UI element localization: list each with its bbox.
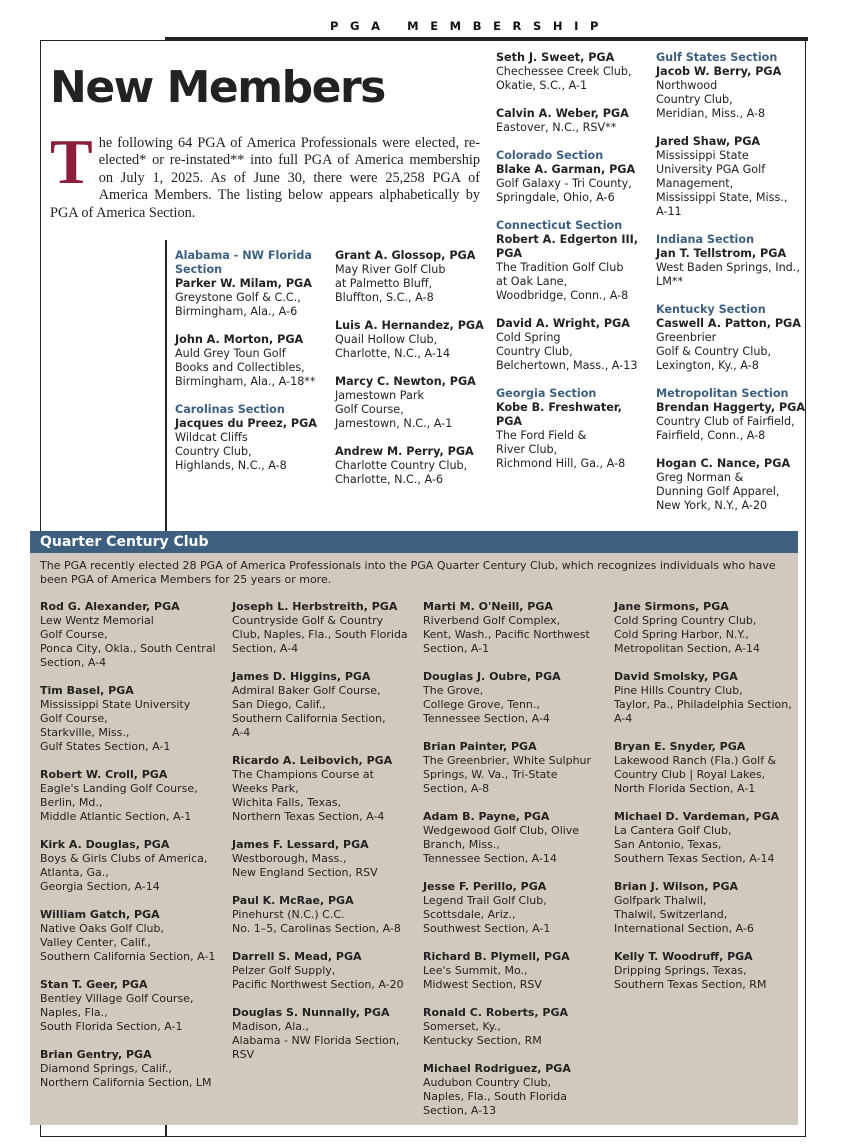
qcc-member-entry	[423, 1006, 609, 1048]
qcc-member-name: Paul K. McRae, PGA	[232, 894, 354, 907]
member-detail: Mississippi State, Miss.,	[656, 191, 788, 204]
qcc-member-detail: Gulf States Section, A-1	[40, 740, 171, 753]
qcc-intro: The PGA recently elected 28 PGA of America Professionals into the PGA Quarter Century Club, which recognizes individuals who have been PGA of America Members for 25 years or more.	[40, 559, 776, 586]
qcc-member-entry	[40, 908, 226, 964]
member-entry	[656, 135, 806, 219]
qcc-member-detail: South Florida Section, A-1	[40, 1020, 183, 1033]
qcc-column-4	[614, 600, 800, 1006]
member-entry	[656, 317, 806, 373]
new-members-column-3	[496, 51, 651, 485]
qcc-member-entry	[423, 880, 609, 936]
qcc-member-detail: A-4	[614, 712, 633, 725]
new-members-column-2	[335, 249, 485, 501]
qcc-member-detail: Kent, Wash., Pacific Northwest	[423, 628, 590, 641]
qcc-member-detail: Alabama - NW Florida Section,	[232, 1034, 400, 1047]
qcc-member-detail: Southern California Section, A-1	[40, 950, 216, 963]
qcc-member-name: Michael D. Vardeman, PGA	[614, 810, 780, 823]
section-heading: Metropolitan Section	[656, 387, 789, 400]
qcc-member-entry	[423, 670, 609, 726]
section-heading: Georgia Section	[496, 387, 597, 400]
member-detail: Jamestown Park	[335, 389, 424, 402]
qcc-member-detail: Mississippi State University	[40, 698, 191, 711]
section-heading: Gulf States Section	[656, 51, 778, 64]
qcc-member-name: Brian J. Wilson, PGA	[614, 880, 738, 893]
qcc-member-entry	[40, 684, 226, 754]
member-detail: Management,	[656, 177, 734, 190]
qcc-member-name: Kirk A. Douglas, PGA	[40, 838, 170, 851]
qcc-member-detail: International Section, A-6	[614, 922, 754, 935]
member-entry	[496, 317, 651, 373]
member-detail: Birmingham, Ala., A-18**	[175, 375, 316, 388]
qcc-member-detail: Admiral Baker Golf Course,	[232, 684, 381, 697]
qcc-member-detail: Lew Wentz Memorial	[40, 614, 154, 627]
qcc-member-name: Bryan E. Snyder, PGA	[614, 740, 746, 753]
member-detail: Highlands, N.C., A-8	[175, 459, 287, 472]
member-name: Caswell A. Patton, PGA	[656, 317, 801, 330]
member-entry	[656, 457, 806, 513]
qcc-member-detail: Pinehurst (N.C.) C.C.	[232, 908, 345, 921]
section-heading: Indiana Section	[656, 233, 755, 246]
qcc-member-name: Ronald C. Roberts, PGA	[423, 1006, 569, 1019]
qcc-member-detail: Naples, Fla., South Florida	[423, 1090, 567, 1103]
qcc-member-detail: Kentucky Section, RM	[423, 1034, 542, 1047]
member-detail: LM**	[656, 275, 684, 288]
qcc-member-detail: Southern California Section,	[232, 712, 386, 725]
qcc-member-name: Robert W. Croll, PGA	[40, 768, 168, 781]
qcc-member-entry	[614, 600, 800, 656]
member-detail: Dunning Golf Apparel,	[656, 485, 780, 498]
member-detail: Quail Hollow Club,	[335, 333, 438, 346]
qcc-member-name: David Smolsky, PGA	[614, 670, 738, 683]
qcc-member-detail: Cold Spring Harbor, N.Y.,	[614, 628, 749, 641]
member-detail: Okatie, S.C., A-1	[496, 79, 588, 92]
qcc-member-detail: Taylor, Pa., Philadelphia Section,	[614, 698, 792, 711]
member-name: Calvin A. Weber, PGA	[496, 107, 629, 120]
member-detail: Meridian, Miss., A-8	[656, 107, 766, 120]
qcc-member-detail: Pine Hills Country Club,	[614, 684, 743, 697]
qcc-member-detail: Wichita Falls, Texas,	[232, 796, 342, 809]
qcc-member-name: Tim Basel, PGA	[40, 684, 134, 697]
member-entry	[656, 401, 806, 443]
qcc-member-entry	[232, 950, 418, 992]
qcc-member-name: Brian Painter, PGA	[423, 740, 537, 753]
qcc-member-name: Marti M. O'Neill, PGA	[423, 600, 553, 613]
qcc-member-detail: Section, A-8	[423, 782, 490, 795]
qcc-member-name: Richard B. Plymell, PGA	[423, 950, 570, 963]
qcc-member-detail: Thalwil, Switzerland,	[614, 908, 728, 921]
member-name: Robert A. Edgerton III, PGA	[496, 233, 639, 260]
qcc-member-detail: Diamond Springs, Calif.,	[40, 1062, 172, 1075]
qcc-member-name: Jesse F. Perillo, PGA	[423, 880, 547, 893]
member-detail: Country Club,	[175, 445, 252, 458]
qcc-member-name: Douglas S. Nunnally, PGA	[232, 1006, 390, 1019]
qcc-member-entry	[40, 600, 226, 670]
intro-paragraph	[50, 126, 480, 222]
member-detail: Cold Spring	[496, 331, 561, 344]
qcc-member-detail: Branch, Miss.,	[423, 838, 500, 851]
qcc-member-entry	[232, 670, 418, 740]
qcc-member-detail: Golf Course,	[40, 628, 108, 641]
qcc-member-detail: Tennessee Section, A-14	[423, 852, 557, 865]
member-detail: Woodbridge, Conn., A-8	[496, 289, 629, 302]
member-name: Hogan C. Nance, PGA	[656, 457, 791, 470]
member-name: David A. Wright, PGA	[496, 317, 630, 330]
qcc-member-detail: New England Section, RSV	[232, 866, 378, 879]
qcc-member-name: Ricardo A. Leibovich, PGA	[232, 754, 393, 767]
member-detail: Bluffton, S.C., A-8	[335, 291, 434, 304]
member-detail: Belchertown, Mass., A-13	[496, 359, 638, 372]
member-detail: Books and Collectibles,	[175, 361, 305, 374]
qcc-member-detail: Weeks Park,	[232, 782, 299, 795]
qcc-member-name: William Gatch, PGA	[40, 908, 160, 921]
section-heading: Carolinas Section	[175, 403, 285, 416]
member-detail: River Club,	[496, 443, 558, 456]
member-entry	[335, 375, 485, 431]
qcc-member-detail: Cold Spring Country Club,	[614, 614, 757, 627]
qcc-member-detail: Lakewood Ranch (Fla.) Golf &	[614, 754, 777, 767]
qcc-member-detail: Section, A-13	[423, 1104, 497, 1117]
qcc-member-detail: Native Oaks Golf Club,	[40, 922, 164, 935]
qcc-member-detail: San Diego, Calif.,	[232, 698, 326, 711]
drop-cap: T	[50, 126, 93, 197]
qcc-member-detail: Eagle's Landing Golf Course,	[40, 782, 198, 795]
member-detail: Country Club of Fairfield,	[656, 415, 795, 428]
qcc-member-detail: College Grove, Tenn.,	[423, 698, 540, 711]
member-name: Jan T. Tellstrom, PGA	[656, 247, 787, 260]
qcc-member-detail: Ponca City, Okla., South Central	[40, 642, 216, 655]
qcc-member-entry	[614, 670, 800, 726]
qcc-member-detail: Southwest Section, A-1	[423, 922, 551, 935]
qcc-member-detail: Southern Texas Section, RM	[614, 978, 767, 991]
qcc-member-entry	[40, 838, 226, 894]
qcc-member-detail: Somerset, Ky.,	[423, 1020, 501, 1033]
qcc-member-detail: Section, A-1	[423, 642, 490, 655]
member-detail: May River Golf Club	[335, 263, 446, 276]
member-detail: Chechessee Creek Club,	[496, 65, 632, 78]
member-entry	[335, 319, 485, 361]
qcc-member-detail: Westborough, Mass.,	[232, 852, 347, 865]
qcc-member-detail: Scottsdale, Ariz.,	[423, 908, 516, 921]
qcc-member-name: Darrell S. Mead, PGA	[232, 950, 362, 963]
member-detail: Greystone Golf & C.C.,	[175, 291, 301, 304]
qcc-member-entry	[232, 838, 418, 880]
qcc-member-detail: Bentley Village Golf Course,	[40, 992, 194, 1005]
qcc-member-entry	[40, 978, 226, 1034]
member-detail: Charlotte, N.C., A-14	[335, 347, 451, 360]
qcc-member-detail: Club, Naples, Fla., South Florida	[232, 628, 408, 641]
member-name: Grant A. Glossop, PGA	[335, 249, 476, 262]
qcc-member-detail: Section, A-4	[40, 656, 107, 669]
qcc-member-detail: A-4	[232, 726, 251, 739]
member-name: Andrew M. Perry, PGA	[335, 445, 474, 458]
qcc-member-detail: Northern California Section, LM	[40, 1076, 212, 1089]
qcc-member-entry	[423, 810, 609, 866]
qcc-member-detail: Wedgewood Golf Club, Olive	[423, 824, 580, 837]
qcc-member-name: Kelly T. Woodruff, PGA	[614, 950, 753, 963]
member-detail: Greenbrier	[656, 331, 717, 344]
qcc-member-detail: No. 1–5, Carolinas Section, A-8	[232, 922, 401, 935]
qcc-member-detail: Section, A-4	[232, 642, 299, 655]
member-detail: Greg Norman &	[656, 471, 744, 484]
qcc-member-detail: Middle Atlantic Section, A-1	[40, 810, 192, 823]
member-entry	[175, 277, 325, 319]
member-detail: Country Club,	[656, 93, 733, 106]
member-detail: The Ford Field &	[496, 429, 587, 442]
qcc-member-detail: Northern Texas Section, A-4	[232, 810, 385, 823]
qcc-member-entry	[614, 950, 800, 992]
intro-text: he following 64 PGA of America Professionals were elected, re-elected* or re-instated** into full PGA of America membership on July 1, 2025. As of June 30, there were 25,258 PGA of America Members. The listing below appears alphabetically by PGA of America Section.	[50, 135, 480, 221]
qcc-member-entry	[232, 894, 418, 936]
member-name: John A. Morton, PGA	[175, 333, 304, 346]
member-detail: Northwood	[656, 79, 718, 92]
qcc-member-detail: Countryside Golf & Country	[232, 614, 384, 627]
qcc-member-name: Rod G. Alexander, PGA	[40, 600, 180, 613]
member-detail: Mississippi State	[656, 149, 749, 162]
qcc-member-name: Adam B. Payne, PGA	[423, 810, 550, 823]
qcc-member-detail: Valley Center, Calif.,	[40, 936, 151, 949]
section-heading: Kentucky Section	[656, 303, 766, 316]
member-detail: Golf & Country Club,	[656, 345, 772, 358]
qcc-member-entry	[423, 950, 609, 992]
member-name: Jared Shaw, PGA	[656, 135, 761, 148]
member-detail: The Tradition Golf Club	[496, 261, 624, 274]
member-detail: Charlotte Country Club,	[335, 459, 468, 472]
member-detail: Charlotte, N.C., A-6	[335, 473, 444, 486]
qcc-member-name: Joseph L. Herbstreith, PGA	[232, 600, 398, 613]
qcc-member-entry	[614, 740, 800, 796]
member-detail: Springdale, Ohio, A-6	[496, 191, 615, 204]
member-entry	[335, 249, 485, 305]
qcc-column-2	[232, 600, 418, 1076]
member-detail: Birmingham, Ala., A-6	[175, 305, 298, 318]
member-detail: University PGA Golf	[656, 163, 766, 176]
qcc-member-detail: Naples, Fla.,	[40, 1006, 108, 1019]
qcc-member-detail: Georgia Section, A-14	[40, 880, 160, 893]
qcc-member-entry	[614, 810, 800, 866]
member-name: Blake A. Garman, PGA	[496, 163, 636, 176]
member-detail: New York, N.Y., A-20	[656, 499, 768, 512]
member-detail: Jamestown, N.C., A-1	[335, 417, 453, 430]
page-title: New Members	[50, 62, 385, 113]
qcc-member-detail: The Champions Course at	[232, 768, 374, 781]
qcc-member-entry	[423, 600, 609, 656]
member-name: Luis A. Hernandez, PGA	[335, 319, 484, 332]
qcc-member-name: Stan T. Geer, PGA	[40, 978, 148, 991]
qcc-member-detail: Country Club | Royal Lakes,	[614, 768, 766, 781]
member-entry	[496, 107, 651, 135]
member-detail: A-11	[656, 205, 682, 218]
member-detail: Country Club,	[496, 345, 573, 358]
section-heading: Connecticut Section	[496, 219, 623, 232]
member-name: Jacob W. Berry, PGA	[656, 65, 782, 78]
new-members-column-1	[175, 249, 325, 487]
qcc-member-detail: San Antonio, Texas,	[614, 838, 722, 851]
qcc-member-detail: Legend Trail Golf Club,	[423, 894, 547, 907]
qcc-member-name: Jane Sirmons, PGA	[614, 600, 729, 613]
qcc-member-detail: Dripping Springs, Texas,	[614, 964, 747, 977]
qcc-member-detail: Pacific Northwest Section, A-20	[232, 978, 404, 991]
qcc-heading: Quarter Century Club	[30, 531, 798, 553]
qcc-member-detail: North Florida Section, A-1	[614, 782, 756, 795]
member-name: Brendan Haggerty, PGA	[656, 401, 806, 414]
quarter-century-club-box	[30, 531, 798, 1125]
qcc-member-detail: Tennessee Section, A-4	[423, 712, 550, 725]
qcc-member-detail: Pelzer Golf Supply,	[232, 964, 336, 977]
member-name: Marcy C. Newton, PGA	[335, 375, 476, 388]
member-detail: Eastover, N.C., RSV**	[496, 121, 617, 134]
qcc-member-entry	[614, 880, 800, 936]
qcc-member-entry	[423, 740, 609, 796]
qcc-column-1	[40, 600, 226, 1104]
member-detail: Golf Galaxy - Tri County,	[496, 177, 632, 190]
qcc-member-entry	[40, 768, 226, 824]
section-heading: Alabama - NW Florida Section	[175, 249, 312, 276]
member-entry	[496, 401, 651, 471]
member-detail: at Oak Lane,	[496, 275, 568, 288]
qcc-member-detail: Golf Course,	[40, 712, 108, 725]
member-detail: Auld Grey Toun Golf	[175, 347, 286, 360]
member-entry	[656, 65, 806, 121]
member-entry	[335, 445, 485, 487]
qcc-member-detail: Starkville, Miss.,	[40, 726, 130, 739]
new-members-column-4	[656, 51, 806, 527]
qcc-member-detail: Metropolitan Section, A-14	[614, 642, 761, 655]
qcc-member-detail: Southern Texas Section, A-14	[614, 852, 775, 865]
member-detail: Golf Course,	[335, 403, 404, 416]
member-detail: Fairfield, Conn., A-8	[656, 429, 766, 442]
qcc-member-detail: Lee's Summit, Mo.,	[423, 964, 528, 977]
qcc-member-name: Michael Rodriguez, PGA	[423, 1062, 571, 1075]
member-name: Parker W. Milam, PGA	[175, 277, 312, 290]
qcc-member-detail: The Greenbrier, White Sulphur	[423, 754, 592, 767]
qcc-member-detail: La Cantera Golf Club,	[614, 824, 732, 837]
member-detail: at Palmetto Bluff,	[335, 277, 433, 290]
qcc-member-name: Brian Gentry, PGA	[40, 1048, 152, 1061]
qcc-member-detail: The Grove,	[423, 684, 484, 697]
member-detail: Lexington, Ky., A-8	[656, 359, 759, 372]
member-name: Seth J. Sweet, PGA	[496, 51, 615, 64]
qcc-member-name: Douglas J. Oubre, PGA	[423, 670, 561, 683]
member-detail: Richmond Hill, Ga., A-8	[496, 457, 626, 470]
section-heading: Colorado Section	[496, 149, 604, 162]
qcc-member-detail: Berlin, Md.,	[40, 796, 103, 809]
member-entry	[496, 163, 651, 205]
section-kicker: PGA MEMBERSHIP	[330, 19, 611, 33]
qcc-member-name: James F. Lessard, PGA	[232, 838, 369, 851]
qcc-member-entry	[232, 600, 418, 656]
member-name: Jacques du Preez, PGA	[175, 417, 317, 430]
qcc-member-detail: Madison, Ala.,	[232, 1020, 310, 1033]
member-entry	[175, 333, 325, 389]
member-entry	[496, 233, 651, 303]
qcc-member-detail: Atlanta, Ga.,	[40, 866, 109, 879]
member-entry	[656, 247, 806, 289]
qcc-member-detail: Boys & Girls Clubs of America,	[40, 852, 208, 865]
qcc-column-3	[423, 600, 609, 1132]
qcc-member-entry	[232, 1006, 418, 1062]
qcc-member-entry	[423, 1062, 609, 1118]
member-entry	[496, 51, 651, 93]
member-entry	[175, 417, 325, 473]
qcc-member-entry	[232, 754, 418, 824]
qcc-member-entry	[40, 1048, 226, 1090]
qcc-member-detail: RSV	[232, 1048, 255, 1061]
member-detail: West Baden Springs, Ind.,	[656, 261, 800, 274]
qcc-member-detail: Midwest Section, RSV	[423, 978, 542, 991]
qcc-member-name: James D. Higgins, PGA	[232, 670, 371, 683]
qcc-member-detail: Springs, W. Va., Tri-State	[423, 768, 558, 781]
qcc-member-detail: Golfpark Thalwil,	[614, 894, 707, 907]
qcc-member-detail: Audubon Country Club,	[423, 1076, 552, 1089]
member-name: Kobe B. Freshwater, PGA	[496, 401, 622, 428]
qcc-member-detail: Riverbend Golf Complex,	[423, 614, 561, 627]
member-detail: Wildcat Cliffs	[175, 431, 248, 444]
